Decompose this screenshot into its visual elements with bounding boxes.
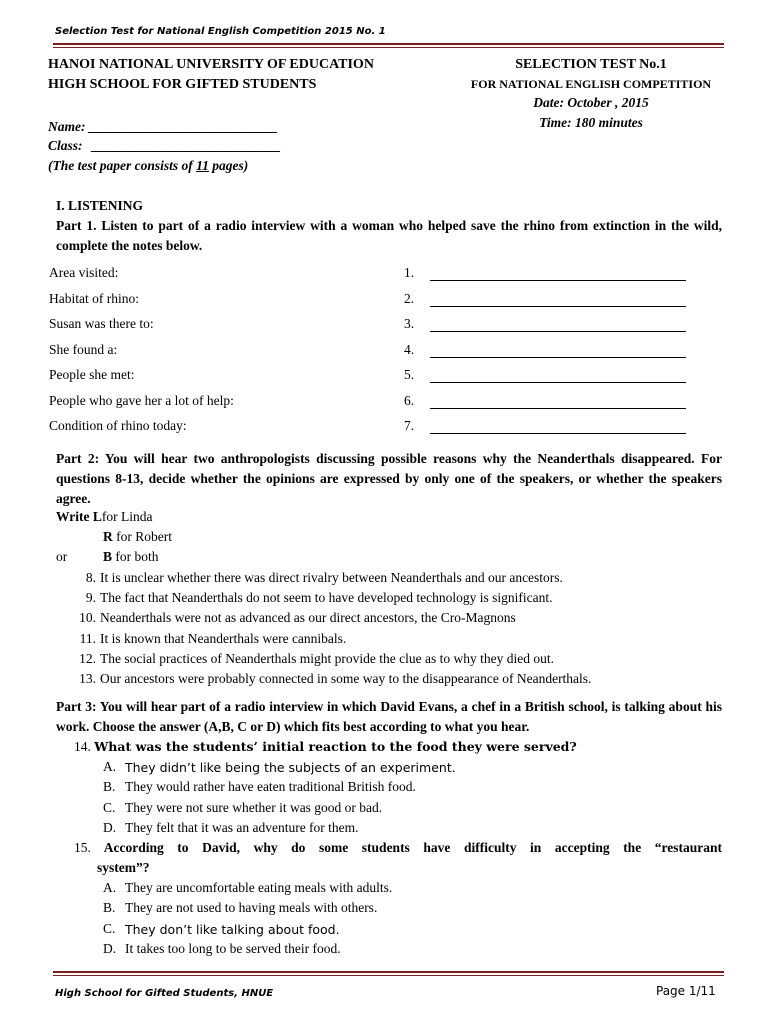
- statement-item: [74, 570, 563, 586]
- header-rule: [53, 43, 724, 48]
- notes-label: Condition of rhino today:: [49, 418, 187, 433]
- footer-rule: [53, 971, 724, 976]
- answer-blank: [430, 292, 686, 307]
- option-text: They were not sure whether it was good or bad.: [125, 799, 383, 815]
- name-label: Name:: [48, 119, 86, 134]
- option-text: They felt that it was an adventure for them.: [125, 819, 359, 835]
- statement-item: [74, 631, 346, 647]
- answer-blank: [430, 419, 686, 434]
- question-15: 15. According to David, why do some students have difficulty in accepting the “restaurant: [74, 840, 723, 855]
- notes-label: She found a:: [49, 341, 118, 357]
- option-letter: A.: [103, 759, 117, 774]
- statement-number: 13.: [79, 671, 96, 686]
- footer-school: High School for Gifted Students, HNUE: [55, 988, 274, 999]
- statement-number: 11.: [79, 630, 96, 646]
- option-letter: B.: [103, 900, 116, 916]
- option-letter: A.: [103, 880, 117, 895]
- test-subtitle: FOR NATIONAL ENGLISH COMPETITION: [470, 77, 712, 91]
- question-15-cont: system”?: [97, 860, 150, 875]
- section-title-listening: I. LISTENING: [56, 198, 144, 213]
- notes-number: 2.: [404, 290, 415, 306]
- test-title: SELECTION TEST No.1: [515, 57, 667, 72]
- class-blank: ____________________________: [91, 138, 281, 153]
- notes-number: 4.: [404, 341, 415, 357]
- option-text: They are uncomfortable eating meals with adults.: [125, 880, 393, 895]
- write-instruction: Write Lfor Linda: [56, 509, 153, 524]
- option-letter: B.: [103, 779, 116, 795]
- option-letter: C.: [103, 920, 116, 936]
- class-label: Class:: [48, 138, 83, 153]
- option-text: They are not used to having meals with others.: [125, 900, 378, 916]
- or-label: or: [56, 549, 68, 564]
- notes-number: 3.: [404, 316, 415, 331]
- notes-label: People she met:: [49, 367, 135, 382]
- notes-number: 1.: [404, 265, 415, 280]
- option-text: It takes too long to be served their food.: [125, 940, 341, 956]
- statement-item: [74, 590, 552, 606]
- part2-instructions: Part 2: You will hear two anthropologists discussing possible reasons why the Neanderthals disappeared. For questions 8-13, decide whether the opinions are expressed by only one of the speakers, or whether the speakers agree.: [56, 451, 722, 506]
- statement-text: It is unclear whether there was direct rivalry between Neanderthals and our ancestors.: [100, 570, 563, 585]
- answer-blank: [430, 368, 686, 383]
- test-date: Date: October , 2015: [533, 95, 649, 110]
- university-name: HANOI NATIONAL UNIVERSITY OF EDUCATION: [48, 57, 374, 72]
- answer-blank: [430, 343, 686, 358]
- notes-label: Susan was there to:: [49, 316, 154, 331]
- option-letter: D.: [103, 819, 117, 835]
- name-field: [48, 119, 278, 135]
- notes-label: Area visited:: [49, 265, 119, 280]
- statement-text: The social practices of Neanderthals might provide the clue as to why they died out.: [100, 650, 554, 666]
- statement-number: 9.: [85, 590, 96, 606]
- answer-blank: [430, 317, 686, 332]
- part3-instructions: Part 3: You will hear part of a radio interview in which David Evans, a chef in a British school, is talking about his work. Choose the answer (A,B, C or D) which fits best according to what you hear.: [56, 699, 722, 734]
- notes-number: 5.: [404, 367, 415, 382]
- answer-blank: [430, 394, 686, 409]
- notes-number: 7.: [404, 418, 415, 433]
- page-count: 11: [196, 158, 209, 173]
- statement-text: Our ancestors were probably connected in some way to the disappearance of Neanderthals.: [100, 671, 592, 686]
- class-field: [48, 138, 281, 154]
- school-name: HIGH SCHOOL FOR GIFTED STUDENTS: [48, 77, 317, 92]
- statement-text: It is known that Neanderthals were cannibals.: [100, 630, 347, 646]
- statement-item: [74, 671, 591, 687]
- question-14: 14. What was the students’ initial reaction to the food they were served?: [74, 739, 577, 754]
- test-time: Time: 180 minutes: [539, 115, 643, 130]
- statement-text: Neanderthals were not as advanced as our direct ancestors, the Cro-Magnons: [100, 610, 516, 626]
- statement-item: [74, 651, 554, 667]
- notes-label: Habitat of rhino:: [49, 290, 139, 306]
- statement-number: 8.: [85, 570, 96, 585]
- footer-page-number: Page 1/11: [656, 984, 716, 998]
- notes-number: 6.: [404, 392, 415, 408]
- page-count-note: (The test paper consists of 11 pages): [48, 158, 249, 173]
- answer-blank: [430, 266, 686, 281]
- option-text: They didn’t like being the subjects of an experiment.: [125, 760, 456, 775]
- option-text: They don’t like talking about food.: [125, 921, 340, 937]
- statement-number: 10.: [79, 610, 96, 626]
- code-both: B for both: [103, 549, 159, 564]
- option-letter: D.: [103, 940, 117, 956]
- statement-text: The fact that Neanderthals do not seem to have developed technology is significant.: [100, 590, 553, 606]
- statement-number: 12.: [79, 650, 96, 666]
- running-header: Selection Test for National English Competition 2015 No. 1: [55, 26, 386, 37]
- name-blank: ____________________________: [88, 119, 278, 134]
- option-letter: C.: [103, 799, 116, 815]
- statement-item: [74, 610, 516, 626]
- option-text: They would rather have eaten traditional British food.: [125, 779, 416, 795]
- code-robert: R for Robert: [103, 529, 172, 544]
- part1-instructions: Part 1. Listen to part of a radio interview with a woman who helped save the rhino from extinction in the wild, complete the notes below.: [56, 218, 722, 253]
- notes-label: People who gave her a lot of help:: [49, 392, 234, 408]
